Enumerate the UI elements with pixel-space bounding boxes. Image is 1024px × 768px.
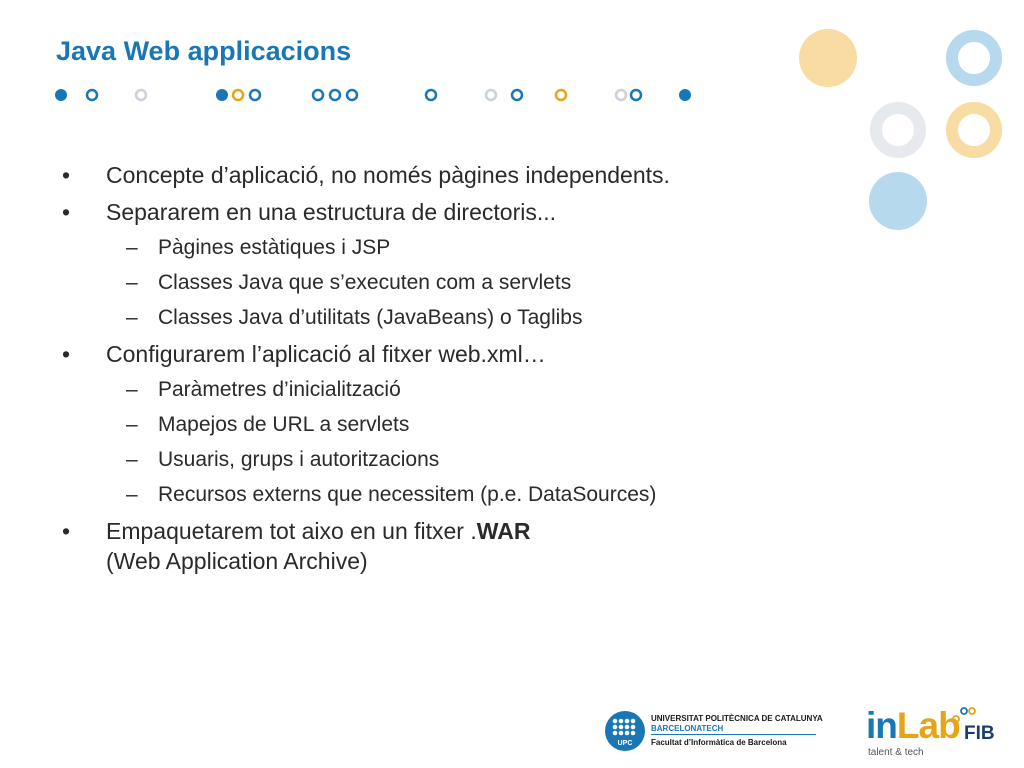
sub-item [58,481,858,509]
inlab-lab: Lab [896,705,960,746]
upc-divider [651,734,816,735]
upc-line2: BARCELONATECH [651,724,724,733]
upc-faculty: Facultat d’Informàtica de Barcelona [651,738,787,747]
bullet-text-bold: WAR [476,518,531,544]
sub-item [58,411,858,439]
bullet-marker: • [62,518,71,544]
sub-item [58,269,858,297]
inlab-tagline: talent & tech [868,747,924,758]
bullet-text: Configurarem l’aplicació al fitxer web.xml… [106,341,546,367]
bullet-list [58,160,858,583]
dash-marker: – [126,448,138,471]
dash-marker: – [126,271,138,294]
bullet-text-line2: (Web Application Archive) [106,548,368,574]
bullet-text: Separarem en una estructura de directoris... [106,199,557,225]
upc-logo-icon [604,710,646,752]
bullet-item [58,197,858,227]
sub-item [58,376,858,404]
sub-item-text: Mapejos de URL a servlets [158,413,410,436]
dash-marker: – [126,378,138,401]
bullet-item [58,160,858,190]
inlab-fib: FIB [964,723,995,744]
dash-marker: – [126,236,138,259]
bullet-marker: • [62,199,71,225]
sub-item [58,234,858,262]
dash-marker: – [126,483,138,506]
bullet-text: Empaquetarem tot aixo en un fitxer . [106,518,477,544]
sub-item-text: Usuaris, grups i autoritzacions [158,448,440,471]
bullet-marker: • [62,162,71,188]
bullet-marker: • [62,341,71,367]
inlab-logo [866,705,1016,765]
sub-item-text: Classes Java d’utilitats (JavaBeans) o Taglibs [158,306,583,329]
sub-item-text: Paràmetres d’inicialització [158,378,401,401]
bullet-item [58,516,858,576]
upc-line1: UNIVERSITAT POLITÈCNICA DE CATALUNYA [651,714,823,723]
inlab-in: in [866,705,897,746]
bullet-item [58,339,858,369]
inlab-wordmark [866,705,960,747]
dash-marker: – [126,306,138,329]
sub-item-text: Classes Java que s’executen com a servlets [158,271,572,294]
upc-name [651,714,823,734]
sub-item-text: Recursos externs que necessitem (p.e. DataSources) [158,483,657,506]
bullet-text: Concepte d’aplicació, no només pàgines independents. [106,162,670,188]
upc-badge-text: UPC [617,740,633,747]
slide-title: Java Web applicacions [56,36,352,66]
dash-marker: – [126,413,138,436]
sub-item [58,304,858,332]
sub-item-text: Pàgines estàtiques i JSP [158,236,391,259]
sub-item [58,446,858,474]
